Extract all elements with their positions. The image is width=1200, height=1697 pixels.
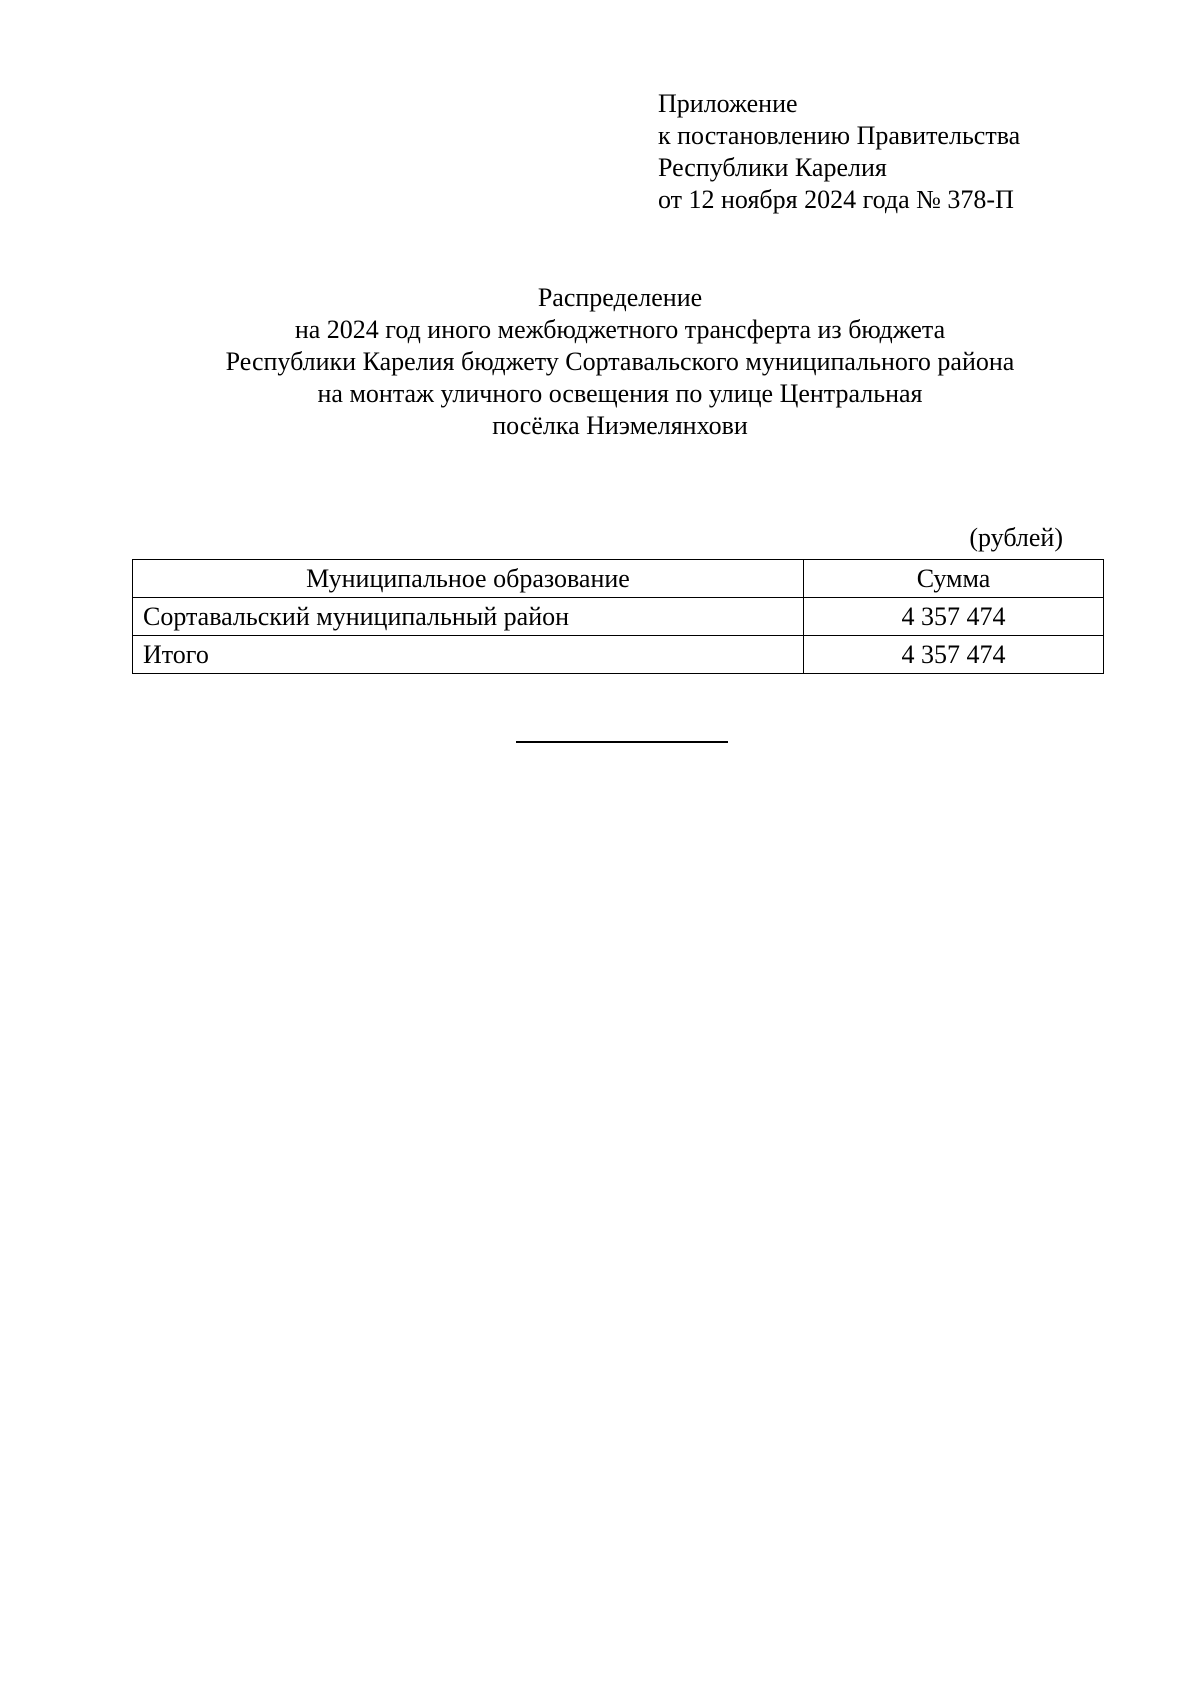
column-header-municipality: Муниципальное образование [133,560,804,598]
distribution-table [132,559,1104,674]
row-total-sum: 4 357 474 [804,636,1104,674]
appendix-line: Республики Карелия [658,153,887,182]
row-municipality: Сортавальский муниципальный район [133,598,804,636]
title-line: посёлка Ниэмелянхови [492,411,748,440]
title-line: на монтаж уличного освещения по улице Центральная [317,379,923,408]
row-sum: 4 357 474 [804,598,1104,636]
title-line: Республики Карелия бюджету Сортавальского муниципального района [225,347,1015,376]
appendix-line: от 12 ноября 2024 года № 378-П [658,185,1014,214]
appendix-line: Приложение [658,89,798,118]
table-row [133,598,1104,636]
end-divider [516,741,728,743]
title-line: Распределение [537,283,703,312]
table-row-total [133,636,1104,674]
table-header-row [133,560,1104,598]
document-title [100,282,1140,442]
column-header-sum: Сумма [804,560,1104,598]
appendix-line: к постановлению Правительства [658,121,1021,150]
appendix-header [658,88,1158,216]
title-line: на 2024 год иного межбюджетного трансферта из бюджета [294,315,946,344]
row-total-label: Итого [133,636,804,674]
units-label: (рублей) [969,523,1063,552]
